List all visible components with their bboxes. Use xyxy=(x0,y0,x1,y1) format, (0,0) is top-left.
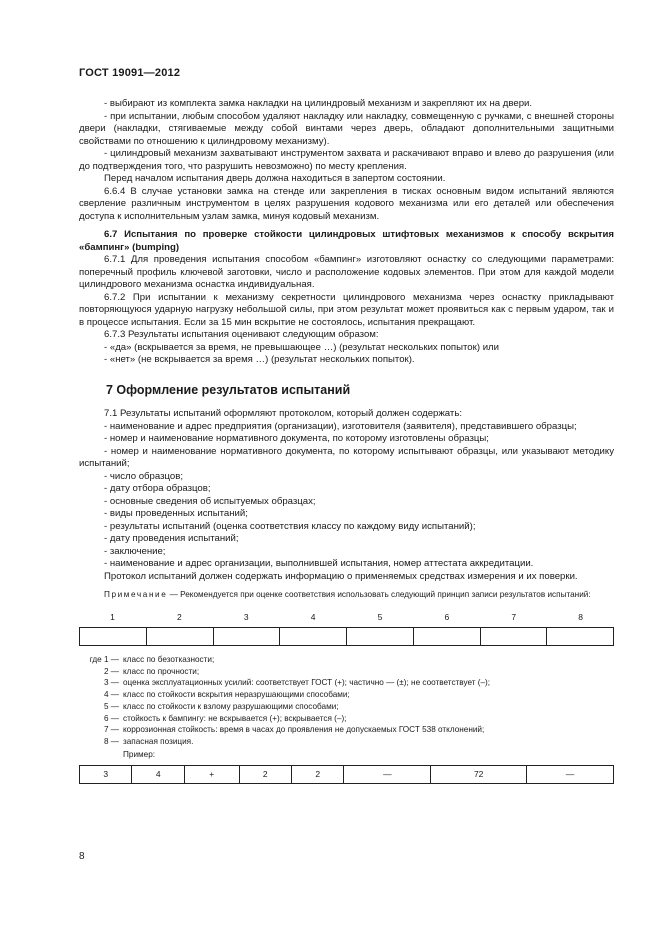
paragraph: - наименование и адрес организации, выполнившей испытания, номер аттестата аккредитации. xyxy=(104,558,534,569)
legend-item: 5 — класс по стойкости к взлому разрушающими способами; xyxy=(103,701,339,711)
record-table xyxy=(79,627,614,646)
paragraph: - при испытании, любым способом удаляют накладку или накладку, совмещенную с ручками, с внешней стороны двери (накладки, стягиваемые между собой винтами через дверь, обладают дополнительными защитными свойствами по отношению к цилиндровому механизму). xyxy=(79,110,614,147)
paragraph: - результаты испытаний (оценка соответствия классу по каждому виду испытаний); xyxy=(104,520,476,532)
document-header: ГОСТ 19091—2012 xyxy=(79,67,181,79)
record-cell xyxy=(413,628,480,646)
record-header-cell: 5 xyxy=(377,611,383,622)
example-cell: 72 xyxy=(431,766,527,784)
paragraph: - дату отбора образцов; xyxy=(104,483,211,494)
record-table-headers xyxy=(79,611,614,624)
legend-item: 7 — коррозионная стойкость: время в часах до проявления не допускаемых ГОСТ 538 отклонений; xyxy=(103,725,485,735)
record-header-cell: 6 xyxy=(444,611,450,622)
note xyxy=(79,589,614,601)
paragraph: 6.7.3 Результаты испытания оценивают следующим образом: xyxy=(104,329,379,340)
example-cell: — xyxy=(527,766,614,784)
paragraph: - число образцов; xyxy=(104,470,183,482)
note-label: Примечание xyxy=(104,590,168,599)
legend-item: 4 — класс по стойкости вскрытия неразрушающими способами; xyxy=(103,690,350,700)
legend-item: 6 — стойкость к бампингу: не вскрывается (+); вскрывается (–); xyxy=(103,713,347,723)
example-table xyxy=(79,765,614,784)
example-cell: — xyxy=(344,766,431,784)
paragraph: - номер и наименование нормативного документа, по которому испытывают образцы, или указывают методику испытаний; xyxy=(79,445,614,469)
paragraph: - номер и наименование нормативного документа, по которому изготовлены образцы; xyxy=(104,433,489,444)
paragraph: Перед началом испытания дверь должна находиться в запертом состоянии. xyxy=(104,173,446,184)
record-cell xyxy=(280,628,347,646)
record-cell xyxy=(480,628,547,646)
section-7-heading: 7 Оформление результатов испытаний xyxy=(106,382,351,397)
example-label: Пример: xyxy=(123,749,156,759)
record-header-cell: 2 xyxy=(176,611,182,622)
record-cell xyxy=(547,628,614,646)
paragraph: - основные сведения об испытуемых образцах; xyxy=(104,495,316,507)
paragraph: - цилиндровый механизм захватывают инструментом захвата и раскачивают вправо и влево до разрушения (или до подтверждения того, что разрушить невозможно) по месту крепления. xyxy=(79,148,614,172)
paragraph: 7.1 Результаты испытаний оформляют протоколом, который должен содержать: xyxy=(104,408,462,419)
record-header-cell: 7 xyxy=(511,611,517,622)
legend-item: где 1 — класс по безотказности; xyxy=(89,655,215,664)
paragraph: Протокол испытаний должен содержать информацию о применяемых средствах измерения и их поверки. xyxy=(104,570,578,582)
record-header-cell: 3 xyxy=(243,611,249,622)
record-cell xyxy=(347,628,414,646)
legend-item: 2 — класс по прочности; xyxy=(103,666,200,676)
paragraph: 6.7.1 Для проведения испытания способом «бампинг» изготовляют оснастку со следующими параметрами: поперечный профиль ключевой заготовки, число и расположение кодовых элементов. При этом для каждой модели цилиндрового механизма оснастка индивидуальная. xyxy=(79,254,614,290)
example-cell: 4 xyxy=(132,766,184,784)
record-header-cell: 1 xyxy=(110,611,115,622)
example-cell: 2 xyxy=(239,766,291,784)
paragraph: 6.6.4 В случае установки замка на стенде или закрепления в тисках основным видом испытаний являются сверление различным инструментом в целях разрушения кодового механизма или его деталей или обеспечения доступа к исполнительным узлам замка, минуя кодовый механизм. xyxy=(79,185,614,222)
legend-item: 3 — оценка эксплуатационных усилий: соответствует ГОСТ (+); частично — (±); не соответствует (–); xyxy=(103,678,491,688)
record-header-cell: 8 xyxy=(578,611,583,622)
paragraph: - «да» (вскрывается за время, не превышающее …) (результат нескольких попыток) или xyxy=(104,341,500,353)
paragraph: - выбирают из комплекта замка накладки на цилиндровый механизм и закрепляют их на двери. xyxy=(104,98,533,109)
section-6-7-title: 6.7 Испытания по проверке стойкости цилиндровых штифтовых механизмов к способу вскрытия «бампинг» (bumping) xyxy=(79,229,614,253)
paragraph: - дату проведения испытаний; xyxy=(104,533,239,544)
example-cell: + xyxy=(184,766,239,784)
paragraph: 6.7.2 При испытании к механизму секретности цилиндрового механизма через оснастку прикладывают повторяющуюся ударную нагрузку небольшой силы, при этом результат может проявиться как с первым ударом, так и в процессе испытания. Если за 15 мин вскрытие не состоялось, испытания прекращают. xyxy=(79,291,614,328)
table-row xyxy=(80,628,614,646)
table-row xyxy=(80,766,614,784)
record-header-cell: 4 xyxy=(310,611,316,622)
note-text: — Рекомендуется при оценке соответствия использовать следующий принцип записи результатов испытаний: xyxy=(167,590,591,599)
page-body xyxy=(79,98,614,784)
record-cell xyxy=(213,628,280,646)
page-number: 8 xyxy=(79,851,85,862)
example-cell: 2 xyxy=(291,766,343,784)
example-cell: 3 xyxy=(80,766,132,784)
paragraph: - наименование и адрес предприятия (организации), изготовителя (заявителя), представившего образцы; xyxy=(104,420,577,432)
record-cell xyxy=(146,628,213,646)
paragraph: - «нет» (не вскрывается за время …) (результат нескольких попыток). xyxy=(104,354,415,365)
legend xyxy=(79,654,614,748)
legend-item: 8 — запасная позиция. xyxy=(103,736,194,746)
paragraph: - виды проведенных испытаний; xyxy=(104,508,248,519)
paragraph: - заключение; xyxy=(104,545,166,557)
record-cell xyxy=(80,628,147,646)
